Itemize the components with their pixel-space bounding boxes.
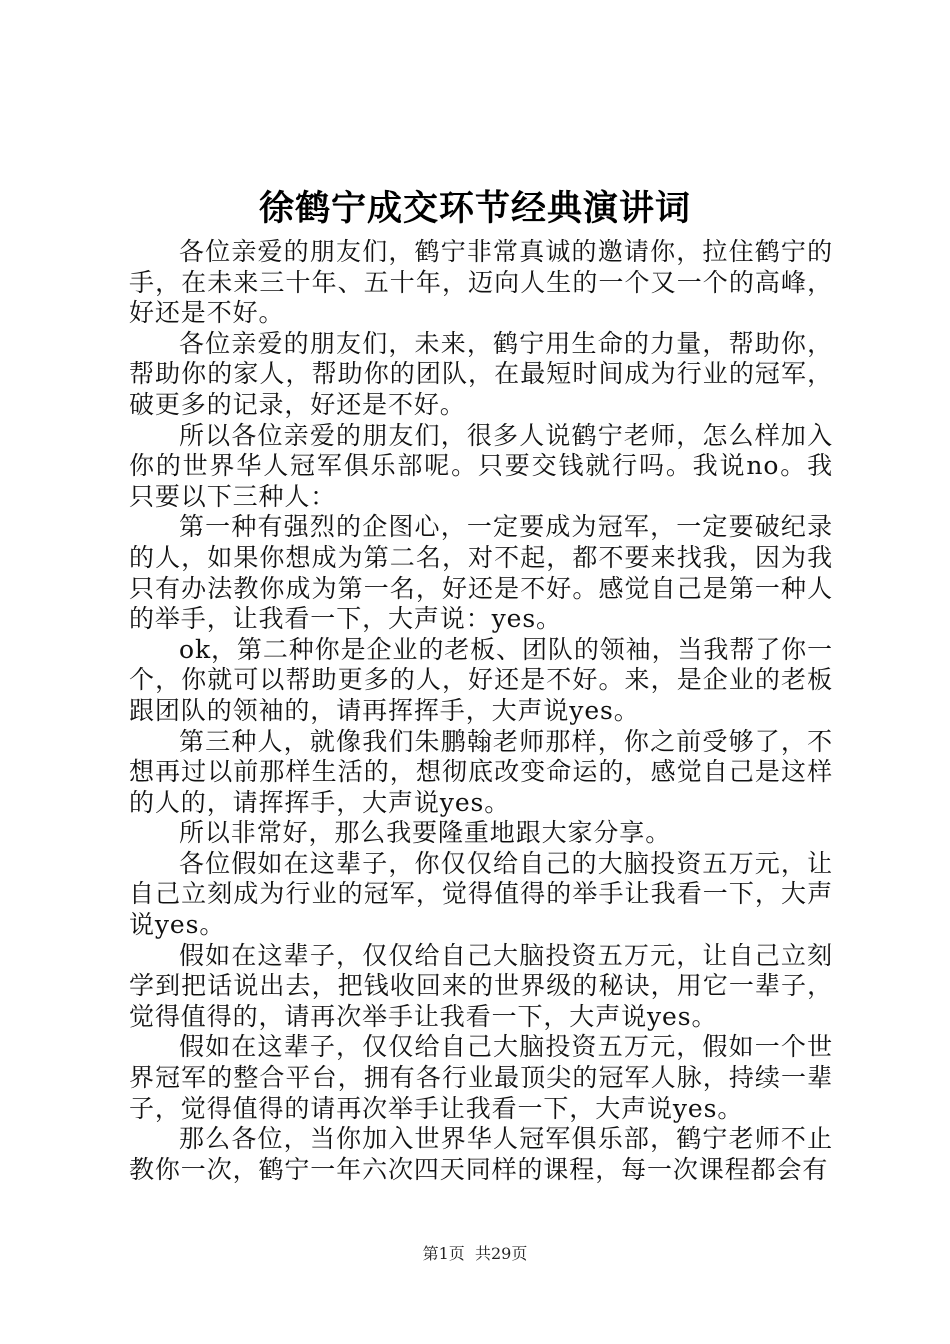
paragraph: 假如在这辈子，仅仅给自己大脑投资五万元，假如一个世界冠军的整合平台，拥有各行业最顶尖的冠军人脉，持续一辈子，觉得值得的请再次举手让我看一下，大声说yes。: [129, 1032, 833, 1123]
document-body: [129, 237, 833, 1185]
paragraph: 第一种有强烈的企图心，一定要成为冠军，一定要破纪录的人，如果你想成为第二名，对不起，都不要来找我，因为我只有办法教你成为第一名，好还是不好。感觉自己是第一种人的举手，让我看一下，大声说：yes。: [129, 512, 833, 634]
paragraph: 那么各位，当你加入世界华人冠军俱乐部，鹤宁老师不止教你一次，鹤宁一年六次四天同样的课程，每一次课程都会有: [129, 1124, 833, 1184]
paragraph: 所以各位亲爱的朋友们，很多人说鹤宁老师，怎么样加入你的世界华人冠军俱乐部呢。只要交钱就行吗。我说no。我只要以下三种人：: [129, 420, 833, 511]
page-footer: [0, 1244, 950, 1264]
paragraph: 所以非常好，那么我要隆重地跟大家分享。: [179, 818, 672, 848]
paragraph: 各位亲爱的朋友们，未来，鹤宁用生命的力量，帮助你，帮助你的家人，帮助你的团队，在最短时间成为行业的冠军，破更多的记录，好还是不好。: [129, 328, 833, 419]
document-title: 徐鹤宁成交环节经典演讲词: [258, 188, 691, 229]
paragraph: 各位亲爱的朋友们，鹤宁非常真诚的邀请你，拉住鹤宁的手，在未来三十年、五十年，迈向人生的一个又一个的高峰，好还是不好。: [129, 237, 833, 328]
page-total: 共29页: [474, 1244, 528, 1263]
paragraph: 第三种人，就像我们朱鹏翰老师那样，你之前受够了，不想再过以前那样生活的，想彻底改变命运的，感觉自己是这样的人的，请挥挥手，大声说yes。: [129, 726, 833, 817]
paragraph: 假如在这辈子，仅仅给自己大脑投资五万元，让自己立刻学到把话说出去，把钱收回来的世界级的秘诀，用它一辈子，觉得值得的，请再次举手让我看一下，大声说yes。: [129, 940, 833, 1031]
page-number: 第1页: [422, 1244, 465, 1263]
paragraph: 各位假如在这辈子，你仅仅给自己的大脑投资五万元，让自己立刻成为行业的冠军，觉得值得的举手让我看一下，大声说yes。: [129, 848, 833, 940]
paragraph: ok，第二种你是企业的老板、团队的领袖，当我帮了你一个，你就可以帮助更多的人，好还是不好。来，是企业的老板跟团队的领袖的，请再挥挥手，大声说yes。: [129, 634, 833, 725]
footer-gap: [465, 1244, 475, 1263]
